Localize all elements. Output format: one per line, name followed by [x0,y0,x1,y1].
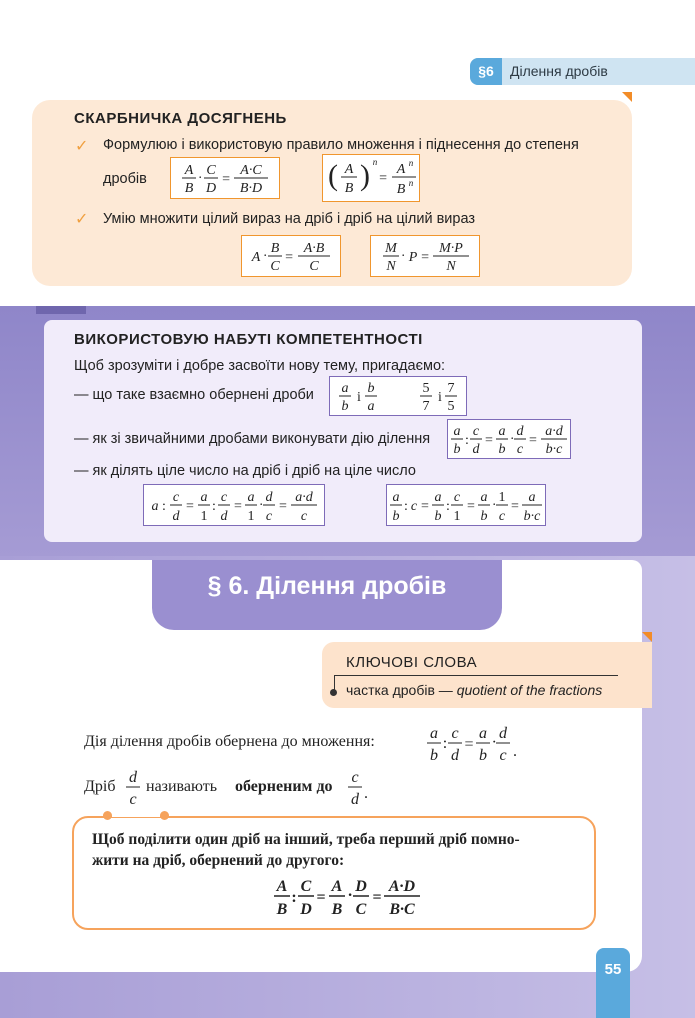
svg-text:d: d [451,747,459,764]
svg-text:a: a [528,490,536,505]
svg-text:d: d [220,509,228,524]
svg-text:·: · [492,734,496,751]
svg-text::: : [291,889,297,906]
svg-text:1: 1 [200,509,208,524]
svg-text:b: b [434,509,442,524]
svg-text:=: = [464,736,474,753]
svg-text:1: 1 [498,490,506,505]
keywords-title: КЛЮЧОВІ СЛОВА [346,654,478,671]
svg-text:b: b [479,747,487,764]
keyword-term-ua: частка дробів — [346,682,457,698]
svg-text:·: · [263,249,267,264]
svg-text:c: c [129,791,137,808]
competence-item-3: — як ділять ціле число на дріб і дріб на ціле число [74,463,416,479]
svg-text:C: C [355,901,367,918]
svg-text:5: 5 [422,381,430,396]
svg-text:n: n [408,178,414,188]
svg-text:a: a [367,399,375,414]
achievement-item-2: Умію множити цілий вираз на дріб і дріб на цілий вираз [103,211,476,227]
svg-text:c: c [172,490,180,505]
formula-d-over-c [122,766,144,808]
svg-text:A: A [251,250,261,265]
svg-text:B·C: B·C [389,901,415,918]
check-icon: ✓ [75,211,89,228]
svg-text:a: a [151,499,159,514]
body-line-2-bold: оберненим до [235,778,333,795]
svg-text:·: · [259,498,263,513]
achievement-item-1-line2: дробів [103,171,147,187]
svg-text:A: A [396,162,406,177]
svg-text:): ) [360,159,370,192]
svg-text:=: = [467,499,475,514]
svg-text:d: d [265,490,273,505]
svg-text:c: c [516,442,524,457]
svg-text:d: d [499,725,507,742]
formula-division-inverse [424,722,524,764]
formula-fraction-power [322,154,420,202]
svg-text:7: 7 [422,399,430,414]
competence-item-2: — як зі звичайними дробами виконувати дію ділення [74,431,431,447]
svg-text:b·c: b·c [523,509,541,524]
svg-text::: : [212,499,216,514]
body-line-2-mid: називають [146,778,218,795]
svg-text:=: = [221,172,231,187]
svg-text:C: C [270,259,280,274]
svg-text:c: c [265,509,273,524]
svg-text:a: a [341,381,349,396]
svg-text:B: B [344,181,354,196]
svg-text:=: = [316,889,326,906]
svg-text:A·B: A·B [303,241,325,256]
svg-text::: : [442,735,448,752]
formula-reciprocal-fractions [329,376,467,416]
svg-text:7: 7 [447,381,455,396]
svg-text:n: n [372,157,378,167]
svg-text:·: · [198,171,202,186]
svg-text:d: d [472,442,480,457]
svg-text:d: d [351,791,359,808]
svg-text:a: a [200,490,208,505]
rule-dot-left [103,811,112,820]
achievement-item-1-line1: Формулюю і використовую правило множення і піднесення до степеня [103,137,579,153]
rule-gap [112,815,160,817]
svg-text:=: = [234,499,242,514]
svg-text:c: c [499,747,507,764]
svg-text:b: b [498,442,506,457]
svg-text:a: a [479,725,487,742]
svg-text:c: c [498,509,506,524]
svg-text:a·d: a·d [295,490,313,505]
svg-text:d: d [516,424,524,439]
svg-text:5: 5 [447,399,455,414]
section-header-title: Ділення дробів [510,63,608,79]
svg-text:a: a [430,725,438,742]
svg-text::: : [162,499,166,514]
svg-text:=: = [421,499,429,514]
bullet-dot [330,689,337,696]
section-number: §6 [470,58,502,85]
svg-text:=: = [420,250,430,265]
keywords-underline [334,675,618,676]
page-number: 55 [596,948,630,1018]
formula-whole-times-fraction [241,235,341,277]
svg-text:=: = [511,499,519,514]
svg-text:=: = [279,499,287,514]
svg-text::: : [465,433,469,448]
svg-text:c: c [410,499,418,514]
svg-text:A: A [344,162,354,177]
formula-fraction-division [447,419,571,459]
svg-text::: : [446,499,450,514]
svg-text:A: A [184,163,194,178]
svg-text:c: c [453,490,461,505]
svg-text:c: c [300,509,308,524]
formula-fraction-multiplication [170,157,280,199]
svg-text:a·d: a·d [545,424,563,439]
svg-text:·: · [348,887,352,904]
svg-text:N: N [386,259,396,274]
svg-text:і: і [438,390,442,405]
svg-text:b: b [341,399,349,414]
svg-text:a: a [480,490,488,505]
svg-text:B: B [184,181,194,196]
svg-text:.: . [364,785,368,802]
svg-text:·: · [510,432,514,447]
rule-text-line-1: Щоб поділити один дріб на інший, треба перший дріб помно- [92,831,520,848]
svg-text:b: b [453,442,461,457]
svg-text:=: = [284,250,294,265]
svg-text:=: = [529,433,537,448]
competence-item-1: — що таке взаємно обернені дроби [74,387,314,403]
section-header-tab [470,58,695,85]
svg-text:A·D: A·D [388,878,416,895]
svg-text:C: C [300,878,312,895]
svg-text:a: a [434,490,442,505]
corner-marker [622,92,632,102]
svg-text:=: = [186,499,194,514]
competence-intro: Щоб зрозуміти і добре засвоїти нову тему, пригадаємо: [74,358,446,374]
svg-text:d: d [129,769,137,786]
competence-title: ВИКОРИСТОВУЮ НАБУТІ КОМПЕТЕНТНОСТІ [74,331,423,348]
svg-text:=: = [378,171,388,186]
svg-text:b: b [480,509,488,524]
svg-text:N: N [446,259,456,274]
svg-text:B·D: B·D [239,181,263,196]
svg-text:·: · [492,498,496,513]
svg-text:b: b [367,381,375,396]
svg-text:D: D [205,181,217,196]
svg-text:B: B [276,901,288,918]
svg-text:a: a [498,424,506,439]
formula-c-over-d [344,766,374,808]
decorative-strip [36,306,86,314]
svg-text:·: · [401,249,405,264]
svg-text:і: і [357,390,361,405]
svg-text:B: B [270,241,280,256]
keyword-translation: quotient of the fractions [456,682,603,698]
svg-text:M: M [385,241,397,256]
svg-text:c: c [351,769,359,786]
svg-text:c: c [451,725,459,742]
formula-fraction-times-whole [370,235,480,277]
svg-text:.: . [513,743,517,760]
rule-dot-right [160,811,169,820]
svg-text:=: = [372,889,382,906]
svg-text:b·c: b·c [545,442,563,457]
svg-text:D: D [355,878,367,895]
svg-text:d: d [172,509,180,524]
svg-text:c: c [220,490,228,505]
svg-text:C: C [206,163,216,178]
rule-text-line-2: жити на дріб, обернений до другого: [92,852,345,869]
svg-text:C: C [309,259,319,274]
svg-text::: : [404,499,408,514]
svg-text:B: B [396,182,406,197]
svg-text:c: c [472,424,480,439]
svg-text:A: A [331,878,343,895]
formula-whole-divided-by-fraction [143,484,325,526]
svg-text:D: D [300,901,312,918]
achievements-title: СКАРБНИЧКА ДОСЯГНЕНЬ [74,110,287,127]
svg-text:n: n [408,158,414,168]
section-title: § 6. Ділення дробів [207,572,447,600]
svg-text:1: 1 [453,509,461,524]
keyword-term [346,682,602,698]
corner-marker [642,632,652,642]
formula-division-rule [270,874,430,920]
svg-text:a: a [453,424,461,439]
svg-text:b: b [430,747,438,764]
svg-text:P: P [408,250,418,265]
svg-text:1: 1 [247,509,255,524]
svg-text:A: A [276,878,288,895]
svg-text:B: B [331,901,343,918]
formula-fraction-divided-by-whole [386,484,546,526]
check-icon: ✓ [75,138,89,155]
body-line-1: Дія ділення дробів обернена до множення: [84,733,375,750]
svg-text:a: a [392,490,400,505]
svg-text:(: ( [328,159,338,192]
svg-text:b: b [392,509,400,524]
svg-text:=: = [485,433,493,448]
svg-text:A·C: A·C [240,163,262,178]
svg-text:M·P: M·P [439,241,463,256]
body-line-2-pre: Дріб [84,778,116,795]
svg-text:a: a [247,490,255,505]
